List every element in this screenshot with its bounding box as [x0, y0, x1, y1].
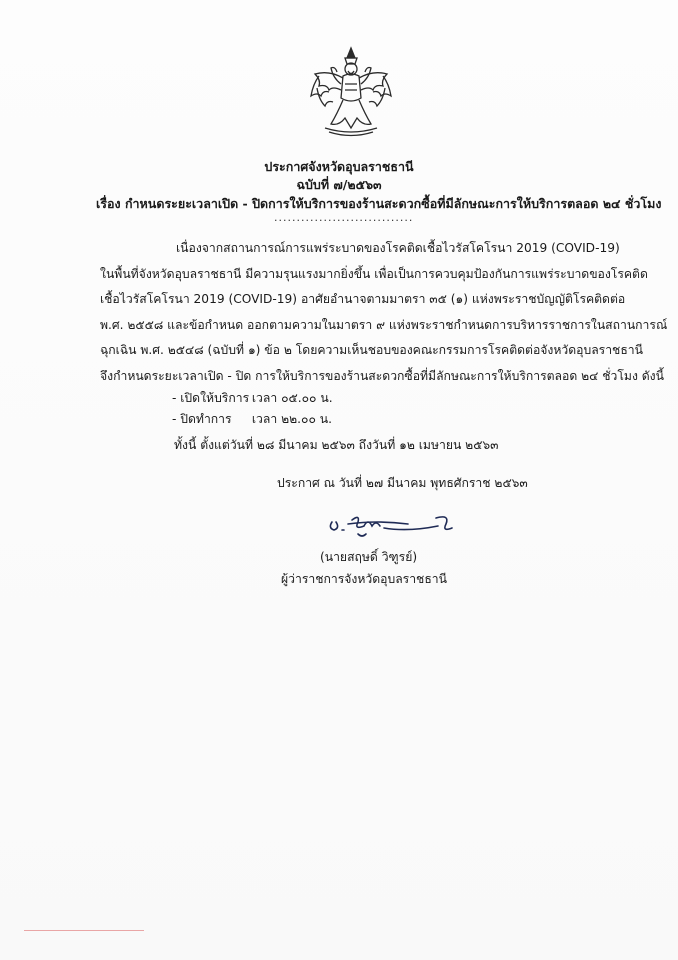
signer-position: ผู้ว่าราชการจังหวัดอุบลราชธานี: [281, 572, 447, 586]
handwritten-signature-icon: [318, 508, 468, 540]
hours-label: - เปิดให้บริการ: [172, 391, 250, 405]
document-subject: เรื่อง กำหนดระยะเวลาเปิด - ปิดการให้บริการของร้านสะดวกซื้อที่มีลักษณะการให้บริการตลอด ๒๔ ชั่วโมง: [96, 196, 662, 211]
body-line: พ.ศ. ๒๕๕๘ และข้อกำหนด ออกตามความในมาตรา ๙ แห่งพระราชกำหนดการบริหารราชการในสถานการณ์: [100, 317, 668, 332]
issue-number: ฉบับที่ ๗/๒๕๖๓: [296, 177, 382, 192]
announcement-date: ประกาศ ณ วันที่ ๒๗ มีนาคม พุทธศักราช ๒๕๖๓: [277, 476, 528, 490]
body-line: ในพื้นที่จังหวัดอุบลราชธานี มีความรุนแรงมากยิ่งขึ้น เพื่อเป็นการควบคุมป้องกันการแพร่ระบาดของโรคติด: [100, 266, 648, 281]
closing-hours-item: [172, 410, 332, 429]
body-line: เนื่องจากสถานการณ์การแพร่ระบาดของโรคติดเชื้อไวรัสโคโรนา 2019 (COVID-19): [176, 241, 620, 255]
document-title: ประกาศจังหวัดอุบลราชธานี: [264, 159, 414, 174]
hours-label: - ปิดทำการ: [172, 412, 232, 426]
body-line: เชื้อไวรัสโคโรนา 2019 (COVID-19) อาศัยอำนาจตามมาตรา ๓๕ (๑) แห่งพระราชบัญญัติโรคติดต่อ: [100, 292, 626, 306]
hours-time: เวลา ๐๕.๐๐ น.: [251, 391, 333, 405]
hours-time: เวลา ๒๒.๐๐ น.: [251, 412, 332, 426]
body-line: ฉุกเฉิน พ.ศ. ๒๕๔๘ (ฉบับที่ ๑) ข้อ ๒ โดยความเห็นชอบของคณะกรรมการโรคติดต่อจังหวัดอุบลราชธานี: [100, 343, 643, 357]
garuda-emblem-icon: [305, 44, 397, 140]
separator-dots: ...............................: [274, 211, 414, 224]
body-line: จึงกำหนดระยะเวลาเปิด - ปิด การให้บริการของร้านสะดวกซื้อที่มีลักษณะการให้บริการตลอด ๒๔ ชั่วโมง ดังนี้: [100, 368, 664, 383]
signer-name: (นายสฤษดิ์ วิฑูรย์): [320, 550, 418, 564]
page-edge-mark: [24, 930, 144, 931]
effective-period: ทั้งนี้ ตั้งแต่วันที่ ๒๘ มีนาคม ๒๕๖๓ ถึงวันที่ ๑๒ เมษายน ๒๕๖๓: [174, 438, 499, 452]
opening-hours-item: [172, 389, 333, 408]
body-paragraph: [100, 236, 668, 389]
